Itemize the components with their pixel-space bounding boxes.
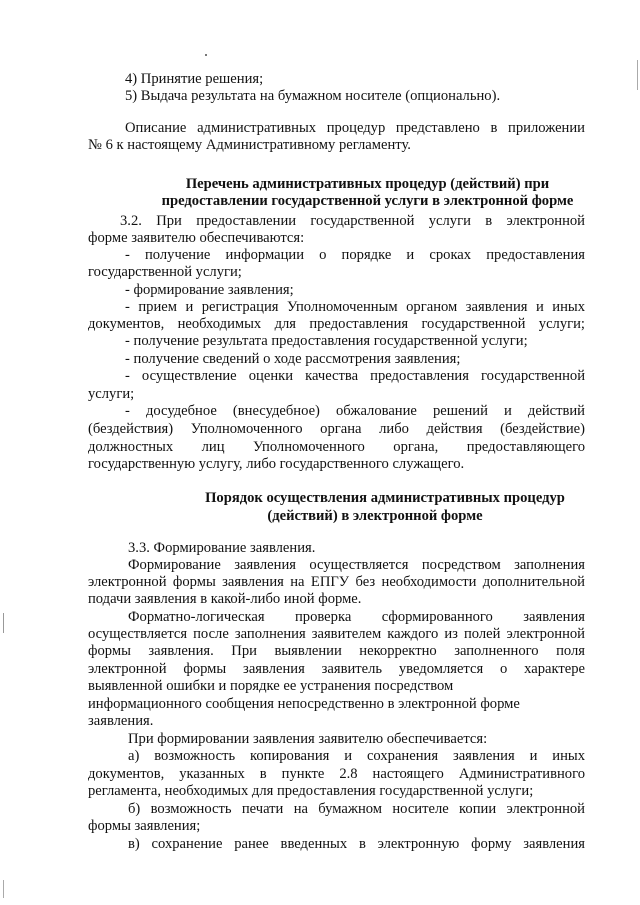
list-item: а) возможность копирования и сохранения заявления и иных xyxy=(128,748,585,764)
paragraph-line: формы заявления. При выявлении некорректно заполненного поля xyxy=(88,643,585,659)
paragraph-line: № 6 к настоящему Административному регламенту. xyxy=(88,137,411,153)
paragraph-line: электронной формы заявления заявитель уведомляется о характере xyxy=(88,661,585,677)
paragraph-line: Описание административных процедур представлено в приложении xyxy=(125,120,585,136)
paragraph-line: осуществляется после заполнения заявителем каждого из полей электронной xyxy=(88,626,585,642)
scan-dot xyxy=(205,54,207,56)
section-heading: (действий) в электронной форме xyxy=(267,508,483,524)
list-item: - получение сведений о ходе рассмотрения заявления; xyxy=(125,351,461,367)
paragraph-line: форме заявителю обеспечиваются: xyxy=(88,230,305,246)
paragraph-line: 3.3. Формирование заявления. xyxy=(128,540,316,556)
paragraph-line: выявленной ошибки и порядке ее устранения посредством xyxy=(88,678,454,694)
list-item: - прием и регистрация Уполномоченным органом заявления и иных xyxy=(125,299,585,315)
paragraph-line: При формировании заявления заявителю обеспечивается: xyxy=(128,731,488,747)
section-heading: предоставлении государственной услуги в электронной форме xyxy=(161,193,574,209)
paragraph-line: (бездействия) Уполномоченного органа либо действия (бездействие) xyxy=(88,421,585,437)
paragraph-line: услуги; xyxy=(88,386,135,402)
paragraph-line: Форматно-логическая проверка сформированного заявления xyxy=(128,609,585,625)
list-item: - получение результата предоставления государственной услуги; xyxy=(125,333,528,349)
scan-edge-mark xyxy=(637,60,638,90)
scan-edge-mark xyxy=(3,880,4,898)
list-item: - получение информации о порядке и сроках предоставления xyxy=(125,247,585,263)
paragraph-line: государственной услуги; xyxy=(88,264,242,280)
section-heading: Порядок осуществления административных процедур xyxy=(205,490,565,506)
paragraph-line: электронной формы заявления на ЕПГУ без необходимости дополнительной xyxy=(88,574,585,590)
paragraph-line: должностных лиц Уполномоченного органа, предоставляющего xyxy=(88,439,585,455)
paragraph-line: подачи заявления в какой-либо иной форме. xyxy=(88,591,362,607)
list-item: б) возможность печати на бумажном носителе копии электронной xyxy=(128,801,585,817)
paragraph-line: регламента, необходимых для предоставления государственной услуги; xyxy=(88,783,534,799)
paragraph-line: информационного сообщения непосредственно в электронной форме xyxy=(88,696,520,712)
list-item: 4) Принятие решения; xyxy=(125,71,264,87)
section-heading: Перечень административных процедур (действий) при xyxy=(185,176,550,192)
list-item: в) сохранение ранее введенных в электронную форму заявления xyxy=(128,836,585,852)
paragraph-line: государственную услугу, либо государственного служащего. xyxy=(88,456,465,472)
paragraph-line: Формирование заявления осуществляется посредством заполнения xyxy=(128,557,585,573)
paragraph-line: заявления. xyxy=(88,713,154,729)
paragraph-line: документов, необходимых для предоставления государственной услуги; xyxy=(88,316,585,332)
list-item: 5) Выдача результата на бумажном носителе (опционально). xyxy=(125,88,501,104)
scan-edge-mark xyxy=(3,613,4,633)
list-item: - досудебное (внесудебное) обжалование решений и действий xyxy=(125,403,585,419)
list-item: - осуществление оценки качества предоставления государственной xyxy=(125,368,585,384)
list-item: - формирование заявления; xyxy=(125,282,294,298)
paragraph-line: формы заявления; xyxy=(88,818,201,834)
paragraph-line: 3.2. При предоставлении государственной услуги в электронной xyxy=(120,213,585,229)
paragraph-line: документов, указанных в пункте 2.8 настоящего Административного xyxy=(88,766,585,782)
